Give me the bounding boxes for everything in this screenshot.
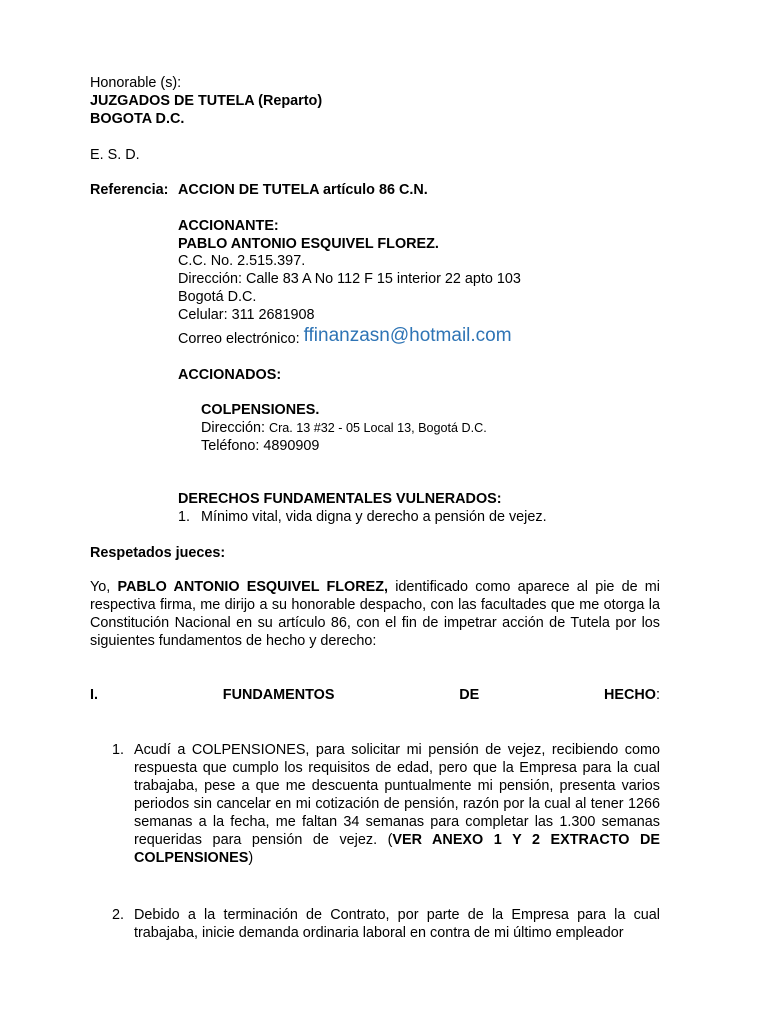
section-word-3-wrap bbox=[604, 686, 660, 704]
esd-line: E. S. D. bbox=[90, 147, 140, 163]
reference-value: ACCION DE TUTELA artículo 86 C.N. bbox=[178, 182, 428, 198]
rights-item-text: Mínimo vital, vida digna y derecho a pensión de vejez. bbox=[201, 509, 547, 525]
intro-rest: identificado como aparece al pie de mi respectiva firma, me dirijo a su honorable despacho, con las facultades que me otorga la Constitución Nacional en su artículo 86, con el fin de impetrar acción de Tutela por los siguientes fundamentos de hecho y derecho: bbox=[90, 579, 660, 649]
intro-pre: Yo, bbox=[90, 579, 118, 595]
defendant-address: Cra. 13 #32 - 05 Local 13, Bogotá D.C. bbox=[268, 421, 487, 435]
email-link[interactable]: ffinanzasn@hotmail.com bbox=[303, 325, 512, 346]
section-word-3: HECHO bbox=[604, 687, 656, 703]
rights-heading: DERECHOS FUNDAMENTALES VULNERADOS: bbox=[178, 491, 502, 507]
reference-label: Referencia: bbox=[90, 182, 169, 198]
section-colon: : bbox=[656, 687, 660, 703]
court-city: BOGOTA D.C. bbox=[90, 111, 185, 127]
defendant-address-line bbox=[201, 419, 487, 437]
email-label: Correo electrónico: bbox=[178, 331, 300, 347]
fact-1-body: Acudí a COLPENSIONES, para solicitar mi pensión de vejez, recibiendo como respuesta que cumplo los requisitos de edad, pero que la Empresa para la cual trabajaba, pese a que me descuenta puntualmente mi pensión, presenta varios periodos sin cancelar en mi cotización de pensión, razón por la cual al tener 1266 semanas a la fecha, me faltan 34 semanas para completar las 1.300 semanas requeridas para pensión de vejez. ( bbox=[134, 742, 660, 848]
fact-1-number: 1. bbox=[112, 742, 125, 758]
court-name: JUZGADOS DE TUTELA (Reparto) bbox=[90, 93, 323, 109]
section-number: I. bbox=[90, 687, 98, 703]
intro-name: PABLO ANTONIO ESQUIVEL FLOREZ, bbox=[117, 579, 388, 595]
plaintiff-heading: ACCIONANTE: bbox=[178, 218, 279, 234]
greeting: Honorable (s): bbox=[90, 75, 182, 91]
plaintiff-email-line bbox=[178, 325, 512, 348]
plaintiff-address: Dirección: Calle 83 A No 112 F 15 interior 22 apto 103 bbox=[178, 271, 521, 287]
fact-1-text bbox=[134, 741, 660, 867]
defendant-phone: Teléfono: 4890909 bbox=[201, 438, 320, 454]
section-word-1: FUNDAMENTOS bbox=[222, 687, 335, 703]
fact-1-annex: VER ANEXO 1 Y 2 EXTRACTO DE COLPENSIONES bbox=[134, 832, 660, 866]
defendant-name: COLPENSIONES. bbox=[201, 402, 320, 418]
fact-1-end: ) bbox=[248, 850, 254, 866]
plaintiff-city: Bogotá D.C. bbox=[178, 289, 257, 305]
defendants-heading: ACCIONADOS: bbox=[178, 367, 282, 383]
intro-paragraph bbox=[90, 578, 660, 650]
section-heading bbox=[90, 686, 660, 704]
salutation: Respetados jueces: bbox=[90, 545, 226, 561]
rights-item-number: 1. bbox=[178, 509, 191, 525]
plaintiff-id: C.C. No. 2.515.397. bbox=[178, 253, 306, 269]
section-word-2: DE bbox=[459, 687, 480, 703]
fact-2-text: Debido a la terminación de Contrato, por parte de la Empresa para la cual trabajaba, inicie demanda ordinaria laboral en contra de mi último empleador bbox=[134, 907, 660, 941]
defendant-address-label: Dirección: bbox=[201, 420, 265, 436]
fact-2-number: 2. bbox=[112, 907, 125, 923]
plaintiff-name: PABLO ANTONIO ESQUIVEL FLOREZ. bbox=[178, 236, 439, 252]
plaintiff-phone: Celular: 311 2681908 bbox=[178, 307, 315, 323]
